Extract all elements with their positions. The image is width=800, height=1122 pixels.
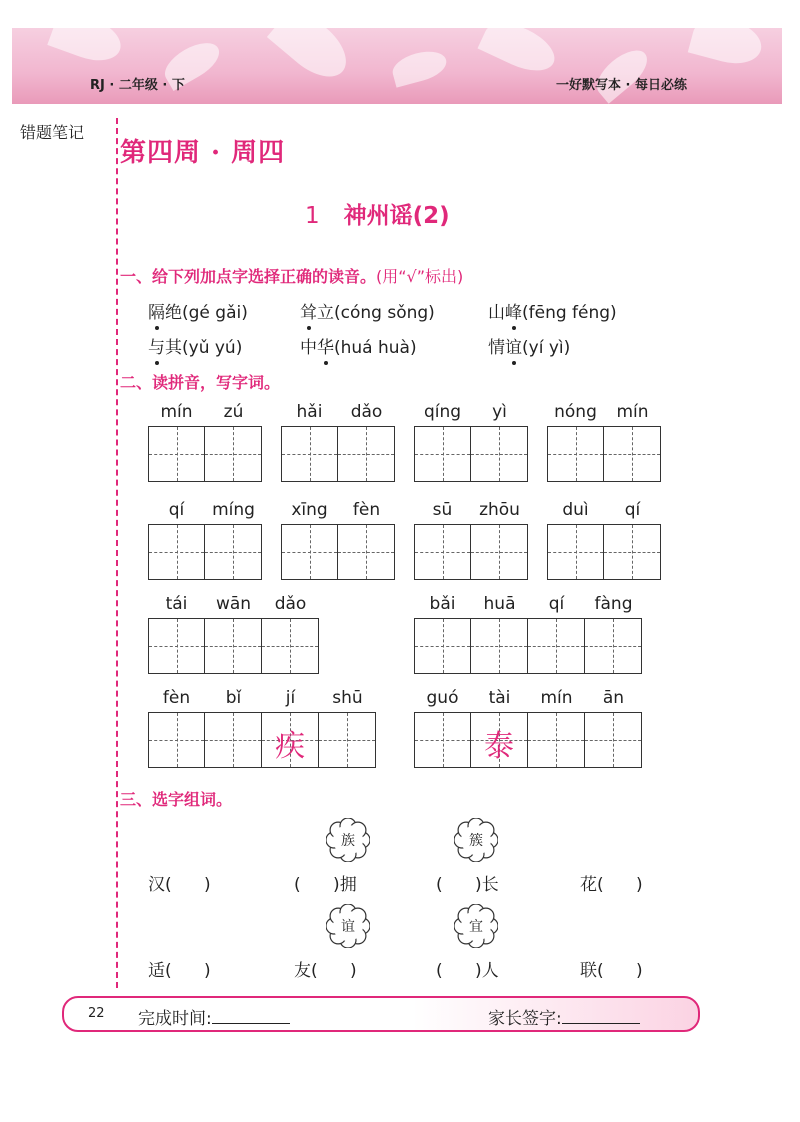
pinyin-label: hǎi <box>296 402 323 422</box>
page-number: 22 <box>88 1006 105 1021</box>
writing-cell[interactable] <box>604 426 661 482</box>
writing-cell[interactable] <box>528 712 585 768</box>
item-options: 绝(gé gǎi) <box>165 303 248 323</box>
section-1-note: (用“√”标出) <box>376 267 464 286</box>
lesson-name: 神州谣(2) <box>343 203 450 229</box>
pronunciation-item[interactable] <box>148 298 248 323</box>
writing-cell[interactable] <box>604 524 661 580</box>
writing-cell[interactable] <box>471 524 528 580</box>
pinyin-label: bǐ <box>225 688 242 708</box>
lesson-number: 1 <box>305 203 320 229</box>
tianzige-row <box>148 712 376 768</box>
writing-cell[interactable] <box>547 524 604 580</box>
series-label: 一好默写本 · 每日必练 <box>556 78 687 93</box>
pinyin-label: xīng <box>291 500 328 520</box>
writing-cell[interactable] <box>338 426 395 482</box>
writing-cell[interactable] <box>585 618 642 674</box>
pinyin-label: fèn <box>352 500 381 520</box>
completion-time-blank[interactable] <box>212 1009 290 1024</box>
writing-cell[interactable] <box>148 712 205 768</box>
word-blank[interactable]: ( )拥 <box>294 875 357 895</box>
writing-cell[interactable] <box>585 712 642 768</box>
item-options: (fēng féng) <box>522 303 617 323</box>
given-character: 疾 <box>275 729 305 764</box>
pronunciation-item[interactable] <box>148 333 242 358</box>
grade-label: RJ · 二年级 · 下 <box>90 78 185 93</box>
pinyin-label: nóng <box>554 402 597 422</box>
section-3-title: 三、选字组词。 <box>120 790 233 809</box>
item-prefix: 山 <box>488 303 505 323</box>
flower-character: 谊 <box>341 919 355 935</box>
pinyin-label: jí <box>285 688 296 708</box>
item-options: (huá huà) <box>334 338 417 358</box>
pinyin-label: mín <box>616 402 649 422</box>
pinyin-label: shū <box>332 688 363 708</box>
word-blank[interactable]: 汉( ) <box>148 875 211 895</box>
writing-cell[interactable] <box>414 524 471 580</box>
writing-cell[interactable] <box>148 426 205 482</box>
dotted-character: 华 <box>317 338 334 358</box>
writing-cell[interactable] <box>414 712 471 768</box>
dotted-character: 谊 <box>505 338 522 358</box>
writing-cell[interactable] <box>547 426 604 482</box>
pinyin-label: tái <box>165 594 188 614</box>
pinyin-label: qíng <box>423 402 462 422</box>
parent-signature-blank[interactable] <box>562 1009 640 1024</box>
writing-cell[interactable] <box>319 712 376 768</box>
flower-character: 宜 <box>469 919 483 935</box>
item-options: 立(cóng sǒng) <box>317 303 435 323</box>
tianzige-row <box>547 426 661 482</box>
word-blank[interactable]: ( )长 <box>436 875 499 895</box>
week-title: 第四周 · 周四 <box>120 138 286 168</box>
writing-cell[interactable] <box>471 618 528 674</box>
lesson-title <box>305 197 450 230</box>
word-blank[interactable]: 联( ) <box>580 961 643 981</box>
pinyin-label: míng <box>212 500 255 520</box>
pinyin-label: qí <box>548 594 565 614</box>
word-blank[interactable]: 花( ) <box>580 875 643 895</box>
writing-cell[interactable] <box>205 426 262 482</box>
writing-cell[interactable] <box>205 524 262 580</box>
item-options: (yí yì) <box>522 338 571 358</box>
word-blank[interactable]: 适( ) <box>148 961 211 981</box>
section-2-title: 二、读拼音，写字词。 <box>120 373 281 392</box>
pinyin-label: dǎo <box>274 594 307 614</box>
margin-divider <box>116 118 118 988</box>
writing-cell[interactable] <box>414 426 471 482</box>
writing-cell[interactable] <box>281 524 338 580</box>
given-character: 泰 <box>484 729 514 764</box>
pinyin-label: duì <box>562 500 589 520</box>
section-1-text: 一、给下列加点字选择正确的读音。 <box>120 267 377 286</box>
writing-cell[interactable] <box>205 618 262 674</box>
pinyin-label: yì <box>492 402 507 422</box>
pinyin-label: mín <box>540 688 573 708</box>
pinyin-label: zhōu <box>479 500 520 520</box>
pinyin-label: qí <box>624 500 641 520</box>
flower-character-option <box>326 818 370 862</box>
flower-character: 族 <box>341 833 355 849</box>
tianzige-row <box>547 524 661 580</box>
flower-character-option <box>454 904 498 948</box>
pinyin-label: wān <box>215 594 252 614</box>
writing-cell[interactable] <box>148 524 205 580</box>
writing-cell[interactable] <box>471 712 528 768</box>
flower-character: 簇 <box>469 833 483 849</box>
parent-signature-label: 家长签字: <box>488 1009 562 1029</box>
pinyin-label: dǎo <box>350 402 383 422</box>
pinyin-label: guó <box>426 688 459 708</box>
section-1-title <box>120 264 463 287</box>
writing-cell[interactable] <box>471 426 528 482</box>
tianzige-row <box>148 524 262 580</box>
writing-cell[interactable] <box>414 618 471 674</box>
tianzige-row <box>281 426 395 482</box>
writing-cell[interactable] <box>205 712 262 768</box>
dotted-character: 峰 <box>505 303 522 323</box>
pinyin-label: zú <box>223 402 244 422</box>
pinyin-label: tài <box>488 688 511 708</box>
item-prefix: 情 <box>488 338 505 358</box>
pinyin-label: fàng <box>594 594 633 614</box>
tianzige-row <box>281 524 395 580</box>
dotted-character: 隔 <box>148 303 165 323</box>
pinyin-label: sū <box>432 500 453 520</box>
pinyin-label: fèn <box>162 688 191 708</box>
pinyin-label: mín <box>160 402 193 422</box>
flower-character-option <box>454 818 498 862</box>
dotted-character: 耸 <box>300 303 317 323</box>
tianzige-row <box>148 426 262 482</box>
word-blank[interactable]: 友( ) <box>294 961 357 981</box>
pronunciation-item[interactable] <box>300 298 435 323</box>
completion-time-label: 完成时间: <box>138 1009 212 1029</box>
mistake-notes-label: 错题笔记 <box>20 123 85 142</box>
pronunciation-item[interactable] <box>488 333 570 358</box>
writing-cell[interactable] <box>528 618 585 674</box>
pronunciation-item[interactable] <box>300 333 417 358</box>
tianzige-row <box>414 618 642 674</box>
pinyin-label: ān <box>602 688 625 708</box>
dotted-character: 与 <box>148 338 165 358</box>
tianzige-row <box>148 618 319 674</box>
writing-cell[interactable] <box>281 426 338 482</box>
pinyin-label: bǎi <box>429 594 456 614</box>
tianzige-row <box>414 524 528 580</box>
pinyin-label: huā <box>483 594 516 614</box>
flower-character-option <box>326 904 370 948</box>
word-blank[interactable]: ( )人 <box>436 961 499 981</box>
writing-cell[interactable] <box>262 618 319 674</box>
pinyin-label: qí <box>168 500 185 520</box>
writing-cell[interactable] <box>338 524 395 580</box>
tianzige-row <box>414 712 642 768</box>
tianzige-row <box>414 426 528 482</box>
writing-cell[interactable] <box>262 712 319 768</box>
writing-cell[interactable] <box>148 618 205 674</box>
pronunciation-item[interactable] <box>488 298 617 323</box>
item-prefix: 中 <box>300 338 317 358</box>
completion-time <box>138 1004 290 1029</box>
item-options: 其(yǔ yú) <box>165 338 243 358</box>
parent-signature <box>488 1004 640 1029</box>
